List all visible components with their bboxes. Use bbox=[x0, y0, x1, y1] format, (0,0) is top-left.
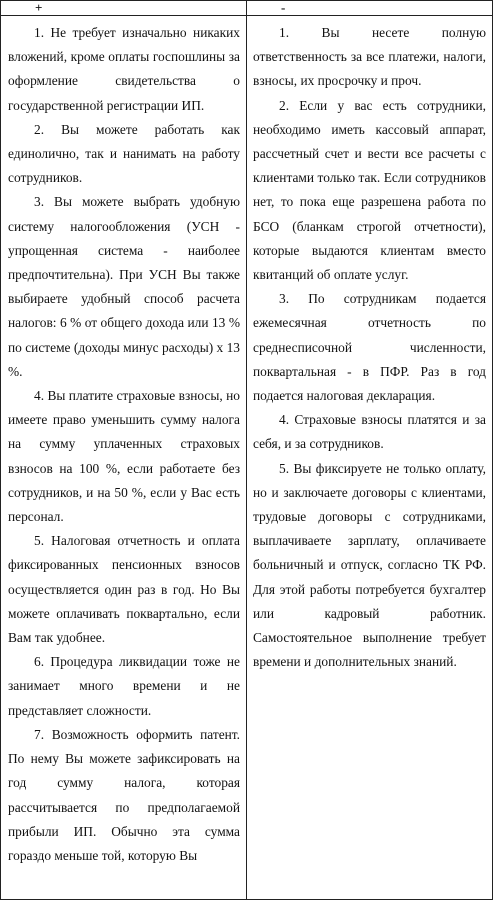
pros-item-6: 6. Процедура ликвидации тоже не занимает много времени и не представляет сложности. bbox=[8, 654, 240, 718]
cons-item-5: 5. Вы фиксируете не только оплату, но и заключаете договоры с клиентами, трудовые договоры с сотрудниками, выплачиваете зарплату, оплачиваете больничный и отпуск, согласно ТК РФ. Для этой работы потребуется бухгалтер или кадровый работник. Самостоятельное выполнение требует времени и дополнительных знаний. bbox=[253, 460, 486, 670]
pros-item-5: 5. Налоговая отчетность и оплата фиксированных пенсионных взносов осуществляется один раз в год. Но Вы можете оплачивать поквартально, если Вам так удобнее. bbox=[8, 533, 240, 646]
pros-header: + bbox=[1, 1, 247, 16]
pros-item-2: 2. Вы можете работать как единолично, так и нанимать на работу сотрудников. bbox=[8, 121, 240, 186]
pros-item-3: 3. Вы можете выбрать удобную систему налогообложения (УСН - упрощенная система - наиболее предпочтительна). При УСН Вы также выбираете удобный способ расчета налогов: 6 % от общего дохода или 13 % по системе (доходы минус расходы) x 13 %. bbox=[8, 194, 240, 379]
cons-item-4: 4. Страховые взносы платятся и за себя, и за сотрудников. bbox=[253, 412, 486, 452]
pros-column bbox=[1, 16, 247, 899]
cons-column bbox=[247, 16, 492, 899]
cons-item-2: 2. Если у вас есть сотрудники, необходимо иметь кассовый аппарат, рассчетный счет и вести все расчеты с клиентами только так. Если сотрудников нет, то пока еще разрешена работа по БСО (бланкам строгой отчетности), которые выдаются клиентам вместо квитанций об оплате услуг. bbox=[253, 97, 486, 283]
pros-item-4: 4. Вы платите страховые взносы, но имеете право уменьшить сумму налога на сумму уплаченных страховых взносов на 100 %, если работаете без сотрудников, и на 50 %, если у Вас есть персонал. bbox=[8, 388, 240, 525]
cons-header: - bbox=[247, 1, 492, 16]
pros-item-7: 7. Возможность оформить патент. По нему Вы можете зафиксировать на год сумму налога, которая рассчитывается по предполагаемой прибыли ИП. Обычно эта сумма гораздо меньше той, которую Вы bbox=[8, 726, 240, 863]
cons-item-1: 1. Вы несете полную ответственность за все платежи, налоги, взносы, их просрочку и проч. bbox=[253, 25, 486, 89]
cons-item-3: 3. По сотрудникам подается ежемесячная отчетность по среднесписочной численности, поквартальная - в ПФР. Раз в год подается налоговая декларация. bbox=[253, 291, 486, 404]
pros-item-1: 1. Не требует изначально никаких вложений, кроме оплаты госпошлины за оформление свидетельства о государственной регистрации ИП. bbox=[8, 25, 240, 113]
